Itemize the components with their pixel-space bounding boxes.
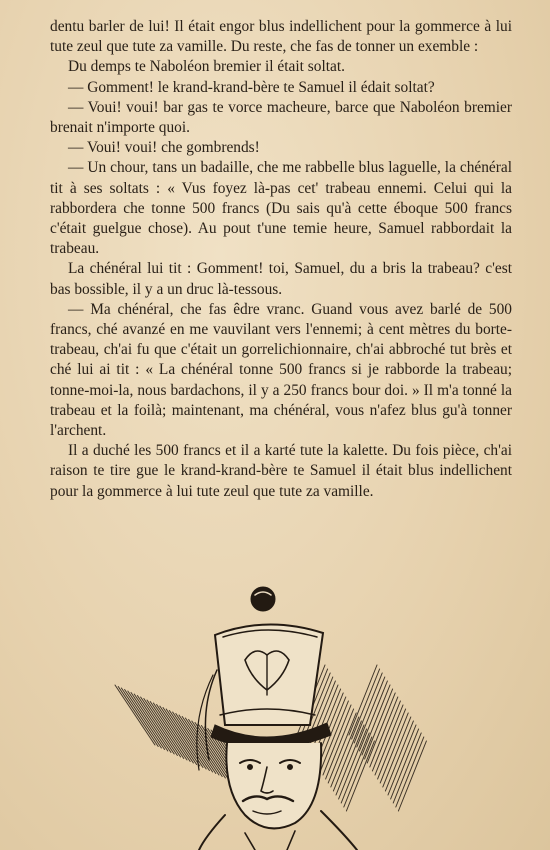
paragraph: — Voui! voui! bar gas te vorce macheure, barce que Naboléon bremier brenait n'importe quoi. [50, 98, 512, 137]
paragraph: — Ma chénéral, che fas êdre vranc. Guand vous avez barlé de 500 francs, ché avanzé en me vauvilant vers l'ennemi; à cent mètres du borte-trabeau, ch'ai fu que c'était un gorrelichionnaire, ch'ai abbroché tut brès et ché lui ai tit : « La chénéral tonne 500 francs si je rabborde la trabeau; tonne-moi-la, nous bardachons, il y a 250 francs bour doi. » Il m'a tonné la trabeau et la foilà; maintenant, ma chénéral, vous n'afez blus gu'à tonner l'archent. [50, 300, 512, 440]
body-text [50, 17, 512, 502]
paragraph: dentu barler de lui! Il était engor blus indellichent pour la gommerce à lui tute zeul que tute za vamille. Du reste, che fas de tonner un exemble : [50, 18, 512, 56]
paragraph: — Un chour, tans un badaille, che me rabbelle blus laguelle, la chénéral tit à ses soltats : « Vus foyez là-pas cet' trabeau ennemi. Celui qui la rabbordera che tonne 500 francs (Du sais qu'à cette éboque 500 francs c'était guelgue chose). Au pout t'une temie heure, Samuel rabbordait la trabeau. [50, 159, 512, 258]
paragraph: — Gomment! le krand-krand-bère te Samuel il édait soltat? [68, 78, 435, 96]
paragraph: La chénéral lui tit : Gomment! toi, Samuel, du a bris la trabeau? c'est bas bossible, il y a un druc là-tessous. [50, 260, 512, 298]
paragraph: Il a duché les 500 francs et il a karté tute la kalette. Du fois pièce, ch'ai raison te tire gue le krand-krand-bère te Samuel il était blus indellichent pour la gommerce à lui tute zeul que tute za vamille. [50, 442, 512, 500]
paragraph: Du demps te Naboléon bremier il était soltat. [68, 58, 345, 76]
soldier-engraving [95, 575, 440, 850]
soldier-illustration-icon [95, 575, 440, 850]
paragraph: — Voui! voui! che gombrends! [68, 139, 260, 157]
